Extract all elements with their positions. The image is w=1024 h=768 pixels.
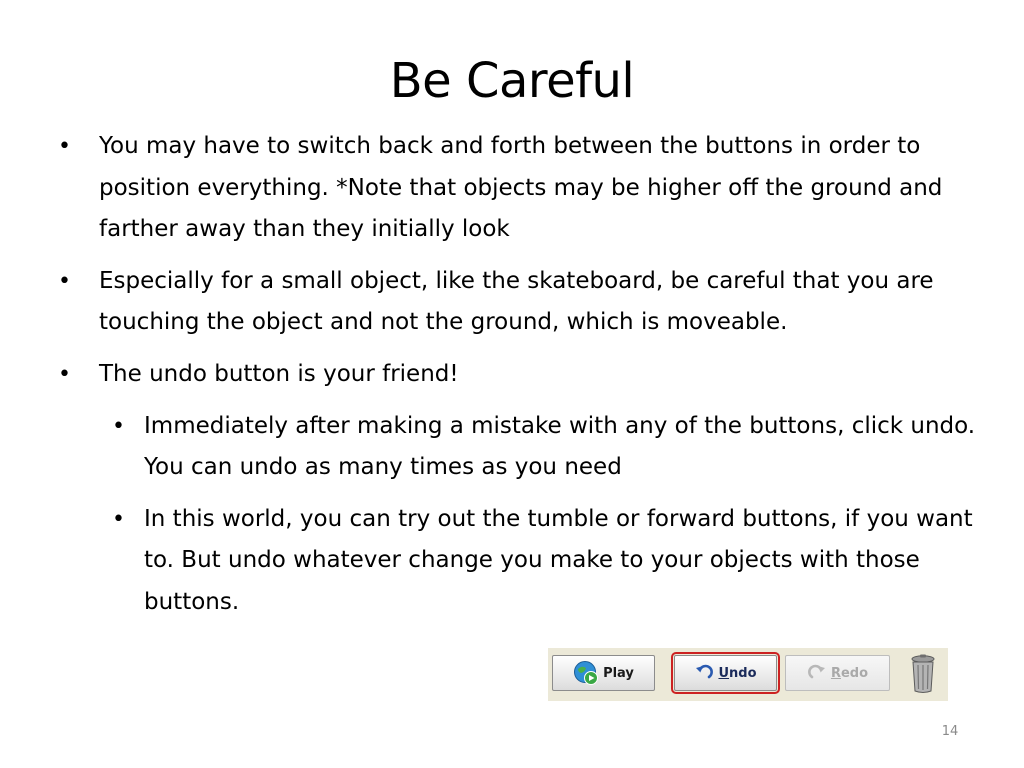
slide-title: Be Careful bbox=[389, 53, 635, 109]
bullet-dot: • bbox=[58, 361, 71, 387]
play-button[interactable] bbox=[552, 655, 655, 691]
trash-can-icon[interactable] bbox=[907, 654, 939, 694]
bullet-text: The undo button is your friend! bbox=[99, 360, 459, 387]
bullet-dot: • bbox=[112, 413, 125, 439]
bullet-dot: • bbox=[112, 506, 125, 532]
undo-arrow-icon bbox=[694, 664, 714, 682]
bullet-text: You may have to switch back and forth between the buttons in order to position everything. *Note that objects may be higher off the ground and farther away than they initially look bbox=[99, 133, 943, 243]
bullet-item bbox=[58, 354, 998, 396]
undo-mnemonic: U bbox=[718, 665, 730, 681]
redo-arrow-icon bbox=[807, 664, 827, 682]
bullet-text: Especially for a small object, like the skateboard, be careful that you are touching the object and not the ground, which is moveable. bbox=[99, 267, 934, 336]
redo-label-rest: edo bbox=[840, 665, 869, 681]
play-globe-icon bbox=[573, 660, 599, 686]
toolbar-screenshot bbox=[548, 648, 948, 701]
sub-bullet-item bbox=[58, 406, 998, 489]
redo-button[interactable] bbox=[785, 655, 890, 691]
redo-button-label bbox=[831, 666, 868, 681]
bullet-item bbox=[58, 261, 998, 344]
undo-button[interactable] bbox=[674, 655, 777, 691]
bullet-list bbox=[58, 126, 998, 634]
redo-mnemonic: R bbox=[830, 665, 841, 681]
page-number: 14 bbox=[941, 724, 959, 739]
bullet-dot: • bbox=[58, 268, 71, 294]
undo-label-rest: ndo bbox=[729, 665, 757, 681]
play-button-label: Play bbox=[603, 665, 634, 681]
bullet-item bbox=[58, 126, 998, 251]
sub-bullet-text: Immediately after making a mistake with any of the buttons, click undo. You can undo as many times as you need bbox=[144, 412, 976, 481]
bullet-dot: • bbox=[58, 134, 71, 159]
sub-bullet-item bbox=[58, 499, 998, 624]
sub-bullet-text: In this world, you can try out the tumble or forward buttons, if you want to. But undo whatever change you make to your objects with those buttons. bbox=[144, 505, 973, 615]
undo-button-label bbox=[718, 666, 756, 681]
